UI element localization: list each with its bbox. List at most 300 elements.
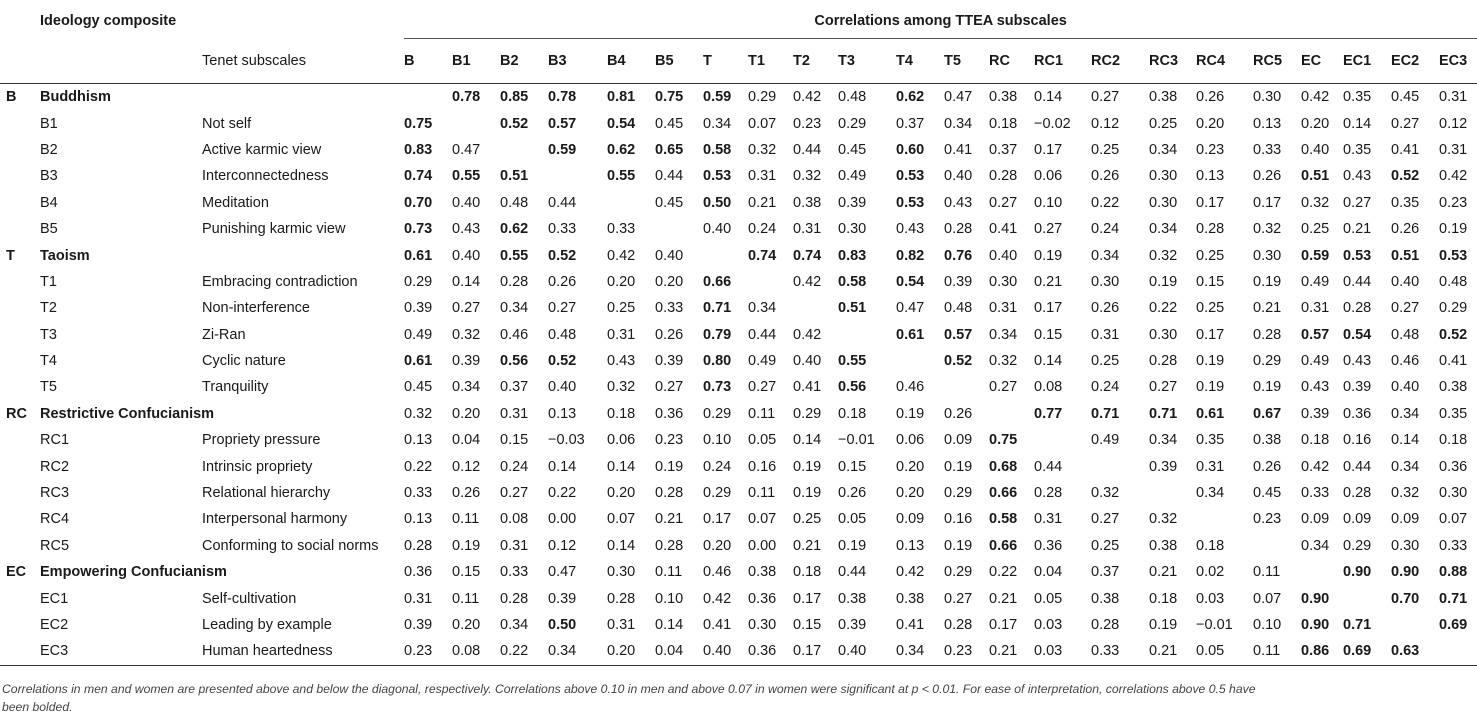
correlation-cell: 0.16 bbox=[944, 511, 973, 528]
correlation-cell: 0.74 bbox=[793, 247, 822, 264]
correlation-cell: 0.27 bbox=[1091, 89, 1120, 106]
correlation-cell: 0.62 bbox=[500, 221, 529, 238]
correlation-cell: 0.14 bbox=[548, 458, 577, 475]
correlation-cell: 0.61 bbox=[404, 353, 433, 370]
correlation-cell: 0.43 bbox=[1343, 353, 1372, 370]
correlation-cell: 0.39 bbox=[404, 617, 433, 633]
correlation-cell: 0.12 bbox=[1091, 115, 1120, 132]
correlation-cell: 0.26 bbox=[1253, 168, 1282, 185]
correlation-cell: 0.14 bbox=[655, 617, 684, 633]
correlation-cell: 0.19 bbox=[1196, 379, 1225, 396]
correlation-cell: 0.12 bbox=[548, 537, 577, 554]
correlation-cell: 0.14 bbox=[1343, 115, 1372, 132]
correlation-cell: 0.32 bbox=[404, 405, 433, 422]
correlation-cell: 0.28 bbox=[655, 485, 684, 502]
correlation-cell: 0.31 bbox=[607, 326, 636, 343]
correlation-cell: 0.53 bbox=[1439, 247, 1468, 264]
correlation-cell: 0.25 bbox=[1091, 537, 1120, 554]
correlation-cell: 0.21 bbox=[1149, 564, 1178, 581]
row-code: T5 bbox=[40, 379, 57, 396]
correlation-cell bbox=[838, 322, 896, 348]
correlation-cell: 0.32 bbox=[748, 141, 777, 158]
column-header: RC2 bbox=[1091, 39, 1149, 84]
correlation-cell: 0.49 bbox=[1301, 353, 1330, 370]
subscale-row bbox=[0, 137, 1477, 163]
correlation-cell: 0.50 bbox=[548, 617, 577, 633]
column-header: T bbox=[703, 39, 748, 84]
correlation-cell: 0.39 bbox=[944, 273, 973, 290]
correlation-cell: 0.19 bbox=[1439, 221, 1468, 238]
correlation-cell: 0.19 bbox=[896, 405, 925, 422]
correlation-cell: 0.20 bbox=[1196, 115, 1225, 132]
correlation-cell: 0.30 bbox=[1149, 194, 1178, 211]
correlation-cell: 0.46 bbox=[703, 564, 732, 581]
composite-row bbox=[0, 559, 1477, 585]
correlation-cell: 0.30 bbox=[1391, 537, 1420, 554]
correlation-cell: 0.17 bbox=[1196, 194, 1225, 211]
column-header: B bbox=[404, 39, 452, 84]
correlation-cell: 0.47 bbox=[944, 89, 973, 106]
row-code: T1 bbox=[40, 273, 57, 290]
correlation-cell: 0.31 bbox=[793, 221, 822, 238]
correlation-cell: 0.38 bbox=[748, 564, 777, 581]
correlation-cell: 0.14 bbox=[1034, 89, 1063, 106]
correlation-cell bbox=[404, 84, 452, 111]
correlation-cell: 0.61 bbox=[1196, 405, 1225, 422]
correlation-cell: 0.17 bbox=[793, 590, 822, 607]
correlation-cell: 0.31 bbox=[1034, 511, 1063, 528]
correlation-cell: 0.34 bbox=[1149, 432, 1178, 449]
column-header: RC bbox=[989, 39, 1034, 84]
correlation-cell: 0.75 bbox=[989, 432, 1018, 449]
column-header: B5 bbox=[655, 39, 703, 84]
correlation-cell: 0.17 bbox=[1034, 141, 1063, 158]
correlation-cell: 0.20 bbox=[896, 485, 925, 502]
correlation-cell: 0.13 bbox=[404, 511, 433, 528]
correlation-cell: 0.81 bbox=[607, 89, 636, 106]
correlation-cell: 0.23 bbox=[1196, 141, 1225, 158]
correlation-cell: 0.42 bbox=[793, 89, 822, 106]
column-header: B2 bbox=[500, 39, 548, 84]
correlation-cell: 0.40 bbox=[1301, 141, 1330, 158]
correlation-cell: 0.40 bbox=[1391, 273, 1420, 290]
row-code: T bbox=[6, 247, 15, 264]
correlation-cell: 0.32 bbox=[793, 168, 822, 185]
correlation-cell: 0.55 bbox=[500, 247, 529, 264]
correlation-cell: 0.39 bbox=[1343, 379, 1372, 396]
correlation-cell: 0.21 bbox=[793, 537, 822, 554]
row-code: EC2 bbox=[40, 617, 69, 633]
column-header: B1 bbox=[452, 39, 500, 84]
correlation-cell: 0.71 bbox=[1439, 590, 1468, 607]
correlation-cell: 0.74 bbox=[748, 247, 777, 264]
tenet-subscales-heading: Tenet subscales bbox=[202, 39, 404, 84]
correlation-cell: 0.10 bbox=[655, 590, 684, 607]
correlation-cell: 0.15 bbox=[452, 564, 481, 581]
correlation-cell bbox=[896, 348, 944, 374]
correlation-cell: 0.31 bbox=[1301, 300, 1330, 317]
correlation-cell: 0.20 bbox=[452, 617, 481, 633]
correlation-cell: 0.18 bbox=[989, 115, 1018, 132]
correlation-cell: 0.20 bbox=[452, 405, 481, 422]
correlation-cell: 0.60 bbox=[896, 141, 925, 158]
correlation-cell: 0.37 bbox=[989, 141, 1018, 158]
correlation-cell: 0.34 bbox=[1091, 247, 1120, 264]
correlation-cell: 0.73 bbox=[404, 221, 433, 238]
correlation-cell: 0.03 bbox=[1034, 617, 1063, 633]
correlation-cell: 0.43 bbox=[1343, 168, 1372, 185]
correlation-cell: 0.48 bbox=[1439, 273, 1468, 290]
correlation-cell: 0.16 bbox=[748, 458, 777, 475]
correlation-cell: 0.52 bbox=[1391, 168, 1420, 185]
correlation-cell: 0.21 bbox=[1253, 300, 1282, 317]
correlation-cell: 0.73 bbox=[703, 379, 732, 396]
row-code: RC bbox=[6, 405, 27, 422]
correlation-cell: 0.39 bbox=[655, 353, 684, 370]
correlation-cell: 0.39 bbox=[404, 300, 433, 317]
correlation-cell: 0.18 bbox=[607, 405, 636, 422]
correlation-cell: 0.08 bbox=[1034, 379, 1063, 396]
correlation-cell: 0.32 bbox=[1391, 485, 1420, 502]
correlation-cell: 0.14 bbox=[1391, 432, 1420, 449]
correlation-cell: 0.24 bbox=[703, 458, 732, 475]
correlation-cell bbox=[548, 163, 607, 189]
correlation-cell: −0.02 bbox=[1034, 115, 1071, 132]
correlation-cell: 0.21 bbox=[748, 194, 777, 211]
correlation-cell: 0.44 bbox=[1034, 458, 1063, 475]
correlation-cell: 0.33 bbox=[655, 300, 684, 317]
correlation-cell: 0.29 bbox=[838, 115, 867, 132]
correlation-cell: 0.22 bbox=[1091, 194, 1120, 211]
correlation-cell: 0.28 bbox=[1034, 485, 1063, 502]
subscale-row bbox=[0, 427, 1477, 453]
correlation-cell: 0.11 bbox=[452, 511, 480, 528]
correlation-cell: 0.18 bbox=[1301, 432, 1330, 449]
correlation-cell: 0.15 bbox=[500, 432, 529, 449]
correlation-cell: 0.57 bbox=[548, 115, 577, 132]
correlation-cell: 0.52 bbox=[548, 353, 577, 370]
column-header: EC2 bbox=[1391, 39, 1439, 84]
correlation-cell: 0.20 bbox=[896, 458, 925, 475]
correlation-cell: 0.44 bbox=[548, 194, 577, 211]
column-header-row bbox=[0, 39, 1477, 84]
correlation-cell bbox=[1091, 453, 1149, 479]
correlation-cell: 0.31 bbox=[1091, 326, 1120, 343]
row-code: T3 bbox=[40, 326, 57, 343]
correlation-cell: 0.39 bbox=[452, 353, 481, 370]
correlation-cell: 0.28 bbox=[500, 273, 529, 290]
correlation-cell: 0.11 bbox=[1253, 564, 1281, 581]
correlation-cell: 0.75 bbox=[655, 89, 684, 106]
correlation-cell: 0.58 bbox=[989, 511, 1018, 528]
subscale-label: Tranquility bbox=[202, 379, 269, 396]
correlation-cell: 0.27 bbox=[548, 300, 577, 317]
correlation-cell: 0.26 bbox=[1091, 300, 1120, 317]
correlation-cell: 0.35 bbox=[1343, 89, 1372, 106]
correlation-cell: 0.08 bbox=[500, 511, 529, 528]
correlation-cell: 0.17 bbox=[989, 617, 1018, 633]
table-footnote bbox=[2, 680, 1454, 716]
correlation-cell: 0.19 bbox=[944, 458, 973, 475]
correlation-cell: 0.13 bbox=[896, 537, 925, 554]
correlation-cell: 0.56 bbox=[500, 353, 529, 370]
column-header: EC1 bbox=[1343, 39, 1391, 84]
correlation-cell: 0.29 bbox=[1253, 353, 1282, 370]
correlation-cell: 0.27 bbox=[944, 590, 973, 607]
subscale-row bbox=[0, 533, 1477, 559]
correlation-cell: 0.41 bbox=[944, 141, 973, 158]
correlation-cell: 0.19 bbox=[1034, 247, 1063, 264]
correlation-cell: 0.30 bbox=[1091, 273, 1120, 290]
correlation-cell: 0.28 bbox=[404, 537, 433, 554]
correlation-cell: 0.49 bbox=[748, 353, 777, 370]
correlation-cell: 0.53 bbox=[896, 194, 925, 211]
correlation-cell: 0.28 bbox=[500, 590, 529, 607]
correlation-cell: 0.52 bbox=[1439, 326, 1468, 343]
correlation-cell bbox=[989, 401, 1034, 427]
correlation-cell: 0.46 bbox=[896, 379, 925, 396]
correlation-cell: 0.34 bbox=[1391, 458, 1420, 475]
correlation-cell: 0.30 bbox=[838, 221, 867, 238]
correlation-cell: 0.45 bbox=[1391, 89, 1420, 106]
correlation-cell: −0.01 bbox=[1196, 617, 1233, 633]
correlation-cell: 0.19 bbox=[1253, 379, 1282, 396]
correlation-cell: 0.34 bbox=[703, 115, 732, 132]
correlation-cell: 0.33 bbox=[500, 564, 529, 581]
subscale-label: Active karmic view bbox=[202, 141, 322, 158]
correlation-cell: 0.29 bbox=[703, 405, 732, 422]
correlation-cell: 0.17 bbox=[1196, 326, 1225, 343]
correlation-cell: 0.51 bbox=[1301, 168, 1330, 185]
correlation-cell: 0.40 bbox=[944, 168, 973, 185]
correlation-cell: 0.34 bbox=[944, 115, 973, 132]
correlation-cell: 0.11 bbox=[748, 405, 776, 422]
correlation-cell: 0.40 bbox=[989, 247, 1018, 264]
correlation-cell bbox=[607, 190, 655, 216]
correlation-cell: 0.70 bbox=[1391, 590, 1420, 607]
correlation-cell: 0.38 bbox=[896, 590, 925, 607]
correlation-cell: 0.33 bbox=[1439, 537, 1468, 554]
correlation-cell: 0.30 bbox=[1253, 89, 1282, 106]
correlation-cell: 0.78 bbox=[452, 89, 481, 106]
correlation-cell: 0.20 bbox=[607, 638, 655, 665]
correlation-cell: 0.18 bbox=[1149, 590, 1178, 607]
column-header: RC4 bbox=[1196, 39, 1253, 84]
subscale-row bbox=[0, 453, 1477, 479]
correlation-cell: 0.21 bbox=[989, 590, 1018, 607]
correlation-cell: 0.07 bbox=[1439, 511, 1468, 528]
correlation-cell: 0.18 bbox=[793, 564, 822, 581]
correlation-cell: 0.35 bbox=[1196, 432, 1225, 449]
correlation-cell: 0.40 bbox=[452, 247, 481, 264]
correlation-cell: 0.00 bbox=[748, 537, 777, 554]
correlation-cell bbox=[1034, 427, 1091, 453]
correlation-cell: 0.27 bbox=[1391, 115, 1420, 132]
correlation-cell: 0.20 bbox=[703, 537, 732, 554]
correlation-cell: 0.38 bbox=[1149, 537, 1178, 554]
correlation-cell: 0.62 bbox=[896, 89, 925, 106]
correlation-cell bbox=[1439, 638, 1477, 665]
correlation-cell: 0.30 bbox=[989, 273, 1018, 290]
composite-row bbox=[0, 401, 1477, 427]
correlation-cell: 0.15 bbox=[1196, 273, 1225, 290]
correlation-cell: 0.33 bbox=[548, 221, 577, 238]
correlation-cell: 0.37 bbox=[1091, 564, 1120, 581]
correlation-cell: 0.34 bbox=[1301, 537, 1330, 554]
correlation-cell: 0.07 bbox=[748, 115, 777, 132]
correlation-cell: 0.61 bbox=[404, 247, 433, 264]
correlation-cell: 0.38 bbox=[793, 194, 822, 211]
correlation-cell: 0.19 bbox=[793, 458, 822, 475]
composite-label: Buddhism bbox=[40, 89, 111, 106]
correlation-cell: 0.28 bbox=[607, 590, 636, 607]
correlation-cell: 0.17 bbox=[1253, 194, 1282, 211]
correlation-cell: 0.54 bbox=[896, 273, 925, 290]
correlation-cell: 0.42 bbox=[1301, 89, 1330, 106]
correlation-cell: 0.04 bbox=[452, 432, 481, 449]
correlation-cell: 0.11 bbox=[452, 590, 480, 607]
correlation-cell: 0.10 bbox=[1253, 617, 1282, 633]
correlation-cell: 0.21 bbox=[1034, 273, 1063, 290]
correlation-cell: 0.46 bbox=[1391, 353, 1420, 370]
row-code: EC bbox=[6, 564, 27, 581]
correlation-cell bbox=[793, 295, 838, 321]
correlation-cell: 0.22 bbox=[404, 458, 433, 475]
subscale-row bbox=[0, 110, 1477, 136]
correlation-cell: 0.55 bbox=[838, 353, 867, 370]
subscale-row bbox=[0, 190, 1477, 216]
row-code: RC3 bbox=[40, 485, 70, 502]
correlation-cell: 0.55 bbox=[607, 168, 636, 185]
correlation-cell: 0.17 bbox=[793, 638, 838, 665]
correlation-cell: 0.30 bbox=[1149, 326, 1178, 343]
correlation-cell: 0.45 bbox=[838, 141, 867, 158]
correlation-cell: 0.25 bbox=[1301, 221, 1330, 238]
row-code: T4 bbox=[40, 353, 57, 370]
correlation-cell: 0.42 bbox=[607, 247, 636, 264]
footnote-line-2: been bolded. bbox=[2, 700, 73, 714]
correlation-cell: 0.71 bbox=[1149, 405, 1178, 422]
correlation-cell: 0.25 bbox=[1196, 247, 1225, 264]
correlation-cell: 0.49 bbox=[838, 168, 867, 185]
correlation-cell: 0.14 bbox=[607, 458, 636, 475]
correlation-cell: 0.30 bbox=[748, 617, 777, 633]
composite-row bbox=[0, 242, 1477, 268]
subscale-label: Propriety pressure bbox=[202, 432, 321, 449]
correlation-cell: 0.24 bbox=[1091, 221, 1120, 238]
correlation-cell: 0.29 bbox=[793, 405, 822, 422]
correlation-cell bbox=[452, 110, 500, 136]
correlation-cell: 0.45 bbox=[655, 194, 684, 211]
correlation-cell: 0.56 bbox=[838, 379, 867, 396]
correlation-cell: 0.32 bbox=[1149, 247, 1178, 264]
correlation-cell: 0.71 bbox=[1091, 405, 1120, 422]
subscale-label: Self-cultivation bbox=[202, 590, 297, 607]
row-code: RC5 bbox=[40, 537, 70, 554]
correlation-cell: 0.82 bbox=[896, 247, 925, 264]
correlation-cell: 0.90 bbox=[1391, 564, 1420, 581]
correlation-cell: 0.29 bbox=[1343, 537, 1372, 554]
correlation-cell bbox=[1253, 533, 1301, 559]
correlation-cell: 0.12 bbox=[1439, 115, 1468, 132]
correlation-cell: 0.06 bbox=[607, 432, 636, 449]
correlation-cell: 0.21 bbox=[989, 638, 1034, 665]
correlation-cell: 0.27 bbox=[989, 194, 1018, 211]
correlation-cell: 0.50 bbox=[703, 194, 732, 211]
correlation-cell: 0.42 bbox=[896, 564, 925, 581]
correlation-cell: 0.27 bbox=[500, 485, 529, 502]
correlation-cell: 0.34 bbox=[1149, 221, 1178, 238]
correlation-cell: 0.51 bbox=[838, 300, 867, 317]
correlation-cell: 0.26 bbox=[1253, 458, 1282, 475]
correlation-cell bbox=[655, 216, 703, 242]
correlation-cell: 0.09 bbox=[1391, 511, 1420, 528]
correlation-cell: 0.27 bbox=[748, 379, 777, 396]
correlation-cell: 0.25 bbox=[1091, 141, 1120, 158]
correlation-cell: 0.83 bbox=[838, 247, 867, 264]
correlation-cell: 0.09 bbox=[896, 511, 925, 528]
column-header: T1 bbox=[748, 39, 793, 84]
correlation-cell: 0.15 bbox=[1034, 326, 1063, 343]
correlation-cell: 0.43 bbox=[452, 221, 481, 238]
correlation-cell: 0.42 bbox=[793, 326, 822, 343]
correlation-cell: 0.55 bbox=[452, 168, 481, 185]
correlation-cell: 0.34 bbox=[548, 638, 607, 665]
correlation-cell: 0.28 bbox=[1253, 326, 1282, 343]
column-header: EC3 bbox=[1439, 39, 1477, 84]
subscale-label: Human heartedness bbox=[202, 638, 404, 665]
correlation-cell: 0.44 bbox=[838, 564, 867, 581]
correlation-cell: 0.48 bbox=[944, 300, 973, 317]
correlation-cell: 0.38 bbox=[1149, 89, 1178, 106]
correlation-cell: 0.48 bbox=[838, 89, 867, 106]
correlation-cell: 0.29 bbox=[1439, 300, 1468, 317]
correlation-cell: 0.37 bbox=[896, 115, 925, 132]
subscale-label: Leading by example bbox=[202, 617, 332, 633]
correlation-cell: 0.67 bbox=[1253, 405, 1282, 422]
correlation-cell: 0.19 bbox=[655, 458, 684, 475]
correlation-cell: 0.10 bbox=[703, 432, 732, 449]
correlation-cell bbox=[500, 137, 548, 163]
subscale-row bbox=[0, 216, 1477, 242]
correlation-cell: 0.39 bbox=[838, 194, 867, 211]
correlation-cell bbox=[703, 242, 748, 268]
correlation-cell: 0.14 bbox=[452, 273, 481, 290]
row-code: EC1 bbox=[40, 590, 69, 607]
correlation-cell: 0.44 bbox=[1343, 458, 1372, 475]
correlation-cell: 0.28 bbox=[1149, 353, 1178, 370]
correlation-cell: 0.40 bbox=[703, 221, 732, 238]
correlation-cell: 0.14 bbox=[607, 537, 636, 554]
subscale-label: Conforming to social norms bbox=[202, 537, 379, 554]
correlation-cell: 0.32 bbox=[1091, 485, 1120, 502]
correlation-cell: 0.07 bbox=[748, 511, 777, 528]
correlation-cell: 0.27 bbox=[452, 300, 481, 317]
correlation-cell: 0.24 bbox=[500, 458, 529, 475]
correlation-cell: 0.26 bbox=[1091, 168, 1120, 185]
correlation-cell: 0.08 bbox=[452, 638, 500, 665]
correlation-cell: 0.40 bbox=[838, 638, 896, 665]
subscale-label: Interpersonal harmony bbox=[202, 511, 348, 528]
column-header: T3 bbox=[838, 39, 896, 84]
correlation-cell: 0.38 bbox=[1439, 379, 1468, 396]
correlation-cell: 0.58 bbox=[703, 141, 732, 158]
column-header: B4 bbox=[607, 39, 655, 84]
correlation-cell: 0.59 bbox=[1301, 247, 1330, 264]
correlation-cell: 0.26 bbox=[1391, 221, 1420, 238]
correlation-cell: 0.53 bbox=[896, 168, 925, 185]
correlation-cell: 0.20 bbox=[1301, 115, 1330, 132]
